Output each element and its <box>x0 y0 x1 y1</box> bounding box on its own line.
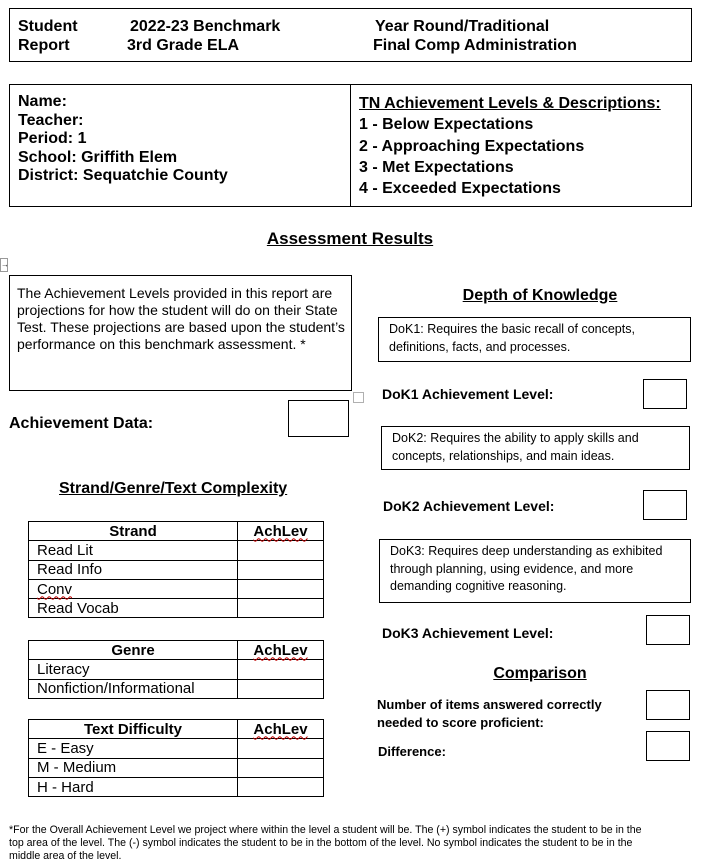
achlev-cell <box>238 599 324 618</box>
level-item: 4 - Exceeded Expectations <box>359 180 561 198</box>
achlev-cell <box>238 739 324 758</box>
achlev-cell <box>238 777 324 796</box>
levels-title: TN Achievement Levels & Descriptions: <box>359 95 661 112</box>
table-row <box>29 599 324 618</box>
dok3-label: DoK3 Achievement Level: <box>382 625 554 641</box>
level-item: 1 - Below Expectations <box>359 116 534 134</box>
header-benchmark: 2022-23 Benchmark <box>130 18 281 35</box>
achlev-header: AchLev <box>238 522 324 541</box>
strand-read-lit: Read Lit <box>29 541 238 560</box>
text-difficulty-header: Text Difficulty <box>29 720 238 739</box>
table-row <box>29 660 324 679</box>
resize-handle <box>353 392 364 403</box>
table-row <box>29 579 324 598</box>
table-row <box>29 739 324 758</box>
header-student: Student <box>18 18 78 35</box>
footnote: *For the Overall Achievement Level we project where within the level a student will be. The (+) symbol indicates the student to be in the top area of the level. The (-) symbol indicates the student to be in the bottom of the level. No symbol indicates the student to be in the middle area of the level. <box>9 824 642 862</box>
table-row <box>29 777 324 796</box>
difficulty-medium: M - Medium <box>29 758 238 777</box>
achlev-cell <box>238 679 324 698</box>
achlev-cell <box>238 579 324 598</box>
student-details <box>10 85 351 206</box>
dok2-label: DoK2 Achievement Level: <box>383 498 555 514</box>
student-teacher: Teacher: <box>18 111 84 129</box>
dok3-level-box <box>646 615 690 645</box>
header-schedule: Year Round/Traditional <box>375 18 550 35</box>
anchor-marker: → <box>0 258 8 272</box>
text-difficulty-table <box>28 719 324 797</box>
strand-read-info: Read Info <box>29 560 238 579</box>
table-row <box>29 541 324 560</box>
difference-label: Difference: <box>378 744 446 759</box>
dok1-level-box <box>643 379 687 409</box>
difficulty-easy: E - Easy <box>29 739 238 758</box>
dok1-label: DoK1 Achievement Level: <box>382 386 554 402</box>
strand-read-vocab: Read Vocab <box>29 599 238 618</box>
items-needed-box <box>646 690 690 720</box>
header-report: Report <box>18 37 70 54</box>
achlev-cell <box>238 560 324 579</box>
strand-genre-text-title: Strand/Genre/Text Complexity <box>59 480 288 497</box>
difficulty-hard: H - Hard <box>29 777 238 796</box>
difference-box <box>646 731 690 761</box>
dok3-description: DoK3: Requires deep understanding as exhibited through planning, using evidence, and more demanding cognitive reasoning. <box>379 539 691 603</box>
table-row <box>29 560 324 579</box>
assessment-results-title: Assessment Results <box>266 229 434 248</box>
strand-header: Strand <box>29 522 238 541</box>
genre-nonfiction: Nonfiction/Informational <box>29 679 238 698</box>
level-item: 3 - Met Expectations <box>359 158 514 176</box>
achlev-cell <box>238 660 324 679</box>
level-item: 2 - Approaching Expectations <box>359 137 585 155</box>
student-district: District: Sequatchie County <box>18 167 228 184</box>
items-needed-label: Number of items answered correctly needed to score proficient: <box>377 697 602 730</box>
achlev-cell <box>238 541 324 560</box>
genre-header: Genre <box>29 641 238 660</box>
achievement-levels-legend <box>359 85 661 199</box>
student-name: Name: <box>18 93 67 110</box>
achievement-data-box <box>288 400 349 437</box>
genre-table <box>28 640 324 699</box>
dok2-level-box <box>643 490 687 520</box>
student-school: School: Griffith Elem <box>18 148 178 166</box>
student-period: Period: 1 <box>18 130 87 147</box>
comparison-title: Comparison <box>493 665 587 682</box>
dok1-description: DoK1: Requires the basic recall of concepts, definitions, facts, and processes. <box>378 317 691 362</box>
header-administration: Final Comp Administration <box>373 37 577 54</box>
achievement-data-label: Achievement Data: <box>9 415 154 432</box>
header-grade: 3rd Grade ELA <box>127 37 240 54</box>
dok-title: Depth of Knowledge <box>462 287 618 304</box>
achlev-header: AchLev <box>238 641 324 660</box>
student-info-panel <box>9 84 692 207</box>
report-header <box>9 8 692 62</box>
table-row <box>29 758 324 777</box>
strand-conv: Conv <box>29 579 238 598</box>
table-row <box>29 679 324 698</box>
achlev-header: AchLev <box>238 720 324 739</box>
genre-literacy: Literacy <box>29 660 238 679</box>
achlev-cell <box>238 758 324 777</box>
projection-note: The Achievement Levels provided in this report are projections for how the student will do on their State Test. These projections are based upon the student’s performance on this benchmark assessment. * <box>9 275 352 391</box>
strand-table <box>28 521 324 618</box>
dok2-description: DoK2: Requires the ability to apply skills and concepts, relationships, and main ideas. <box>381 426 690 470</box>
